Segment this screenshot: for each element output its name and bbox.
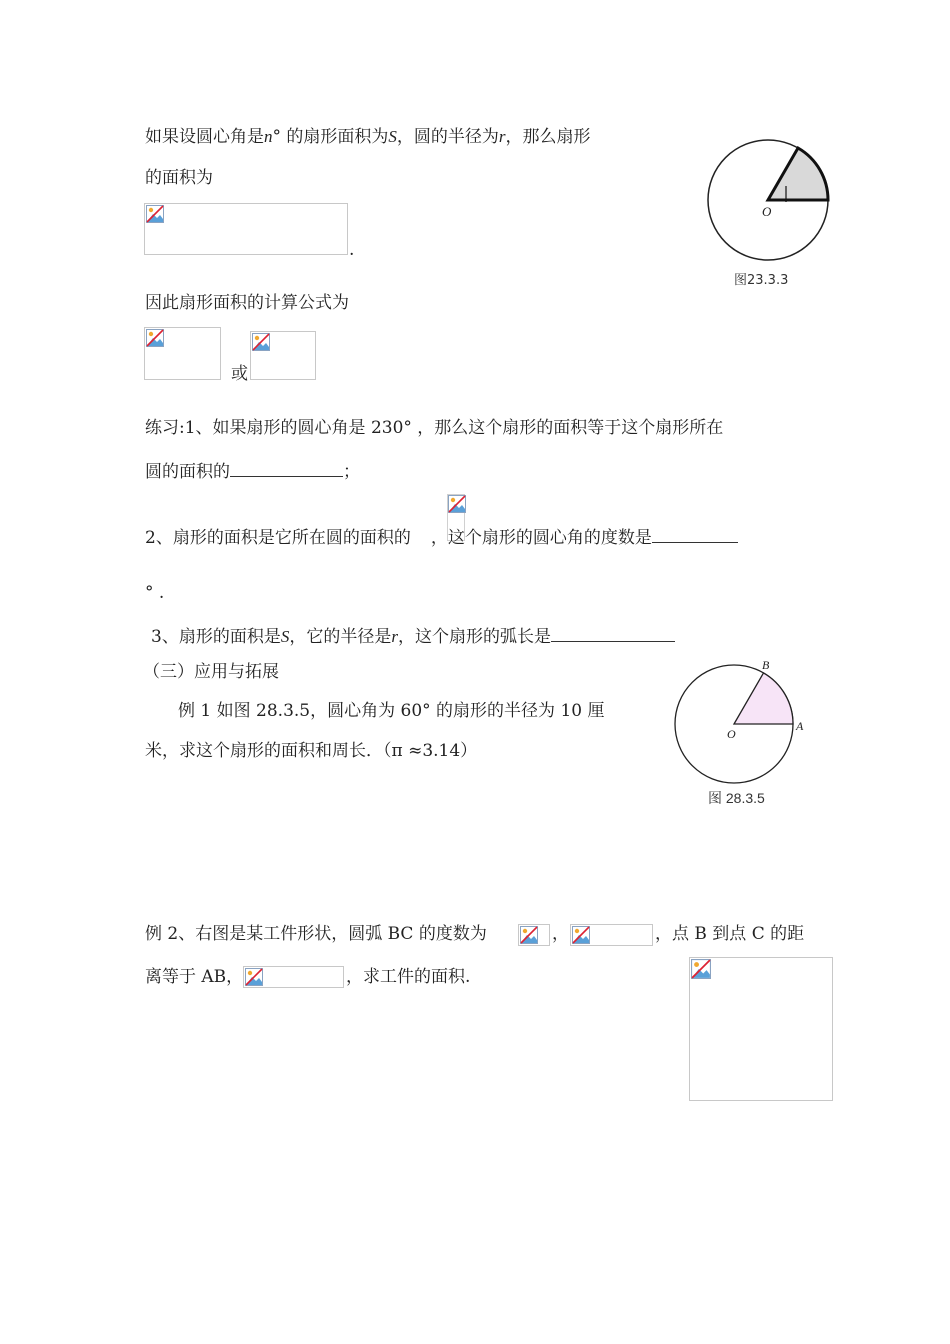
var-r: r [498, 127, 506, 146]
example2-line1-b: ，点 B 到点 C 的距 [655, 924, 805, 944]
intro-text-d: ，那么扇形 [505, 127, 591, 147]
var-s: S [388, 127, 397, 146]
arc-degree-image [518, 924, 550, 946]
q3-answer-blank[interactable] [551, 627, 675, 642]
figure-28-3-5 [670, 655, 820, 815]
formula-image-1 [144, 327, 221, 380]
q2-text-a: 2、扇形的面积是它所在圆的面积的 [145, 528, 411, 548]
example1-line1: 例 1 如图 28.3.5，圆心角为 60° 的扇形的半径为 10 厘 [178, 701, 605, 721]
formula-image-placeholder [144, 203, 348, 255]
formula-intro-text: 因此扇形面积的计算公式为 [145, 293, 349, 313]
example2-line2-a: 离等于 AB， [145, 967, 244, 987]
practice-q2-end: ° . [145, 583, 165, 603]
broken-image-icon [520, 926, 538, 944]
example2-line2-b: ，求工件的面积. [346, 967, 471, 987]
q2-answer-blank[interactable] [652, 528, 738, 543]
condition-image-2 [243, 966, 344, 988]
formula-period: . [349, 240, 355, 260]
practice-q1-line2 [145, 462, 360, 481]
section-heading: （三）应用与拓展 [143, 662, 279, 682]
broken-image-icon [245, 968, 263, 986]
broken-image-icon [146, 329, 164, 347]
var-n: n [264, 127, 273, 146]
figure-2-label-b: B [762, 658, 770, 672]
intro-text-c: ，圆的半径为 [396, 127, 499, 147]
figure-1-center-label: O [762, 204, 772, 219]
q3-text-b: ，它的半径是 [289, 627, 392, 647]
q3-var-r: r [391, 627, 398, 646]
broken-image-icon [146, 205, 164, 223]
figure-1-caption: 图23.3.3 [734, 273, 789, 288]
practice-q3-line [151, 627, 675, 646]
formula-image-2 [250, 331, 316, 380]
example2-comma: ， [552, 924, 569, 944]
broken-image-icon [252, 333, 270, 351]
example2-line1-a: 例 2、右图是某工件形状，圆弧 BC 的度数为 [145, 924, 487, 944]
q2-text-b: ，这个扇形的圆心角的度数是 [430, 528, 652, 548]
sector-area-line2: 的面积为 [145, 168, 213, 188]
figure-2-caption: 图 28.3.5 [708, 790, 765, 806]
example1-line2: 米，求这个扇形的面积和周长．（π ≈3.14） [145, 741, 478, 761]
q3-text-a: 3、扇形的面积是 [151, 627, 281, 647]
q1-text: 圆的面积的 [145, 462, 230, 482]
practice-q1-line1: 练习:1、如果扇形的圆心角是 230° ，那么这个扇形的面积等于这个扇形所在 [145, 418, 724, 438]
practice-q2-line1 [145, 528, 738, 547]
figure-2-label-a: A [796, 719, 804, 733]
intro-text-a: 如果设圆心角是 [145, 127, 264, 147]
condition-image-1 [570, 924, 653, 946]
sector-area-intro-line [145, 128, 591, 146]
figure-2-label-o: O [727, 727, 736, 741]
intro-text-b: ° 的扇形面积为 [272, 127, 389, 147]
workpiece-figure-placeholder [689, 957, 833, 1101]
broken-image-icon [448, 495, 466, 513]
q1-answer-blank[interactable] [230, 462, 343, 477]
or-text: 或 [231, 364, 248, 384]
q1-end: ； [343, 462, 360, 482]
figure-23-3-3 [700, 130, 840, 295]
broken-image-icon [691, 959, 711, 979]
broken-image-icon [572, 926, 590, 944]
q3-var-s: S [280, 627, 290, 646]
q3-text-c: ，这个扇形的弧长是 [397, 627, 551, 647]
